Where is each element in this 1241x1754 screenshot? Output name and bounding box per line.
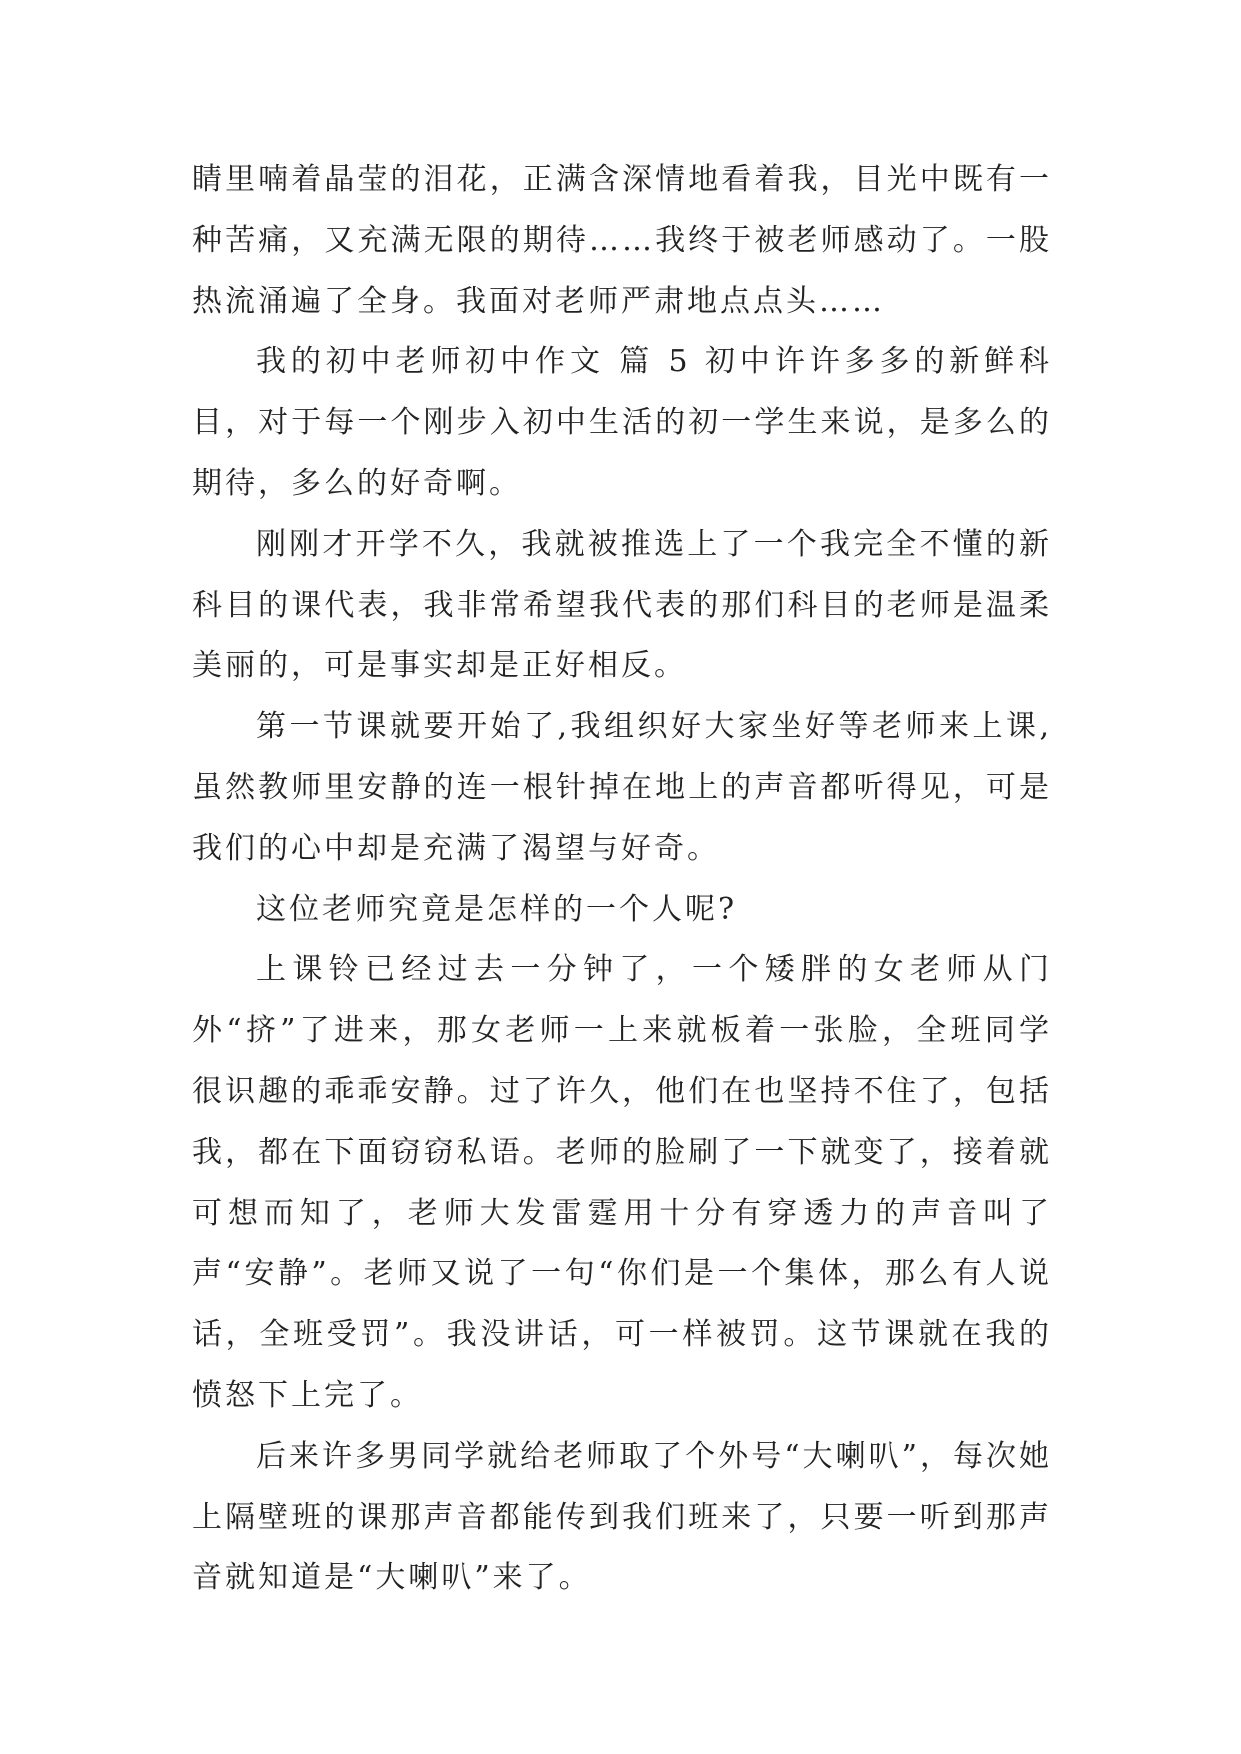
paragraph-course-representative: 刚刚才开学不久，我就被推选上了一个我完全不懂的新科目的课代表，我非常希望我代表的那们科目的老师是温柔美丽的，可是事实却是正好相反。: [192, 526, 1052, 684]
paragraph-first-class: 第一节课就要开始了,我组织好大家坐好等老师来上课,虽然教师里安静的连一根针掉在地上的声音都听得见，可是我们的心中却是充满了渴望与好奇。: [192, 709, 1052, 866]
paragraph-question: 这位老师究竟是怎样的一个人呢?: [256, 891, 738, 927]
document-body: [192, 150, 1052, 1609]
paragraph-teacher-arrival: 上课铃已经过去一分钟了，一个矮胖的女老师从门外“挤”了进来，那女老师一上来就板着一张脸，全班同学很识趣的乖乖安静。过了许久，他们在也坚持不住了，包括我，都在下面窃窃私语。老师的脸刷了一下就变了，接着就可想而知了，老师大发雷霆用十分有穿透力的声音叫了声“安静”。老师又说了一句“你们是一个集体，那么有人说话，全班受罚”。我没讲话，可一样被罚。这节课就在我的愤怒下上完了。: [192, 952, 1052, 1413]
paragraph-continuation: 睛里喃着晶莹的泪花，正满含深情地看着我，目光中既有一种苦痛，又充满无限的期待……我终于被老师感动了。一股热流涌遍了全身。我面对老师严肃地点点头……: [192, 162, 1052, 319]
paragraph-section-5-intro: 我的初中老师初中作文 篇 5 初中许许多多的新鲜科目，对于每一个刚步入初中生活的初一学生来说，是多么的期待，多么的好奇啊。: [192, 344, 1052, 501]
paragraph-nickname: 后来许多男同学就给老师取了个外号“大喇叭”，每次她上隔壁班的课那声音都能传到我们班来了，只要一听到那声音就知道是“大喇叭”来了。: [192, 1438, 1052, 1596]
